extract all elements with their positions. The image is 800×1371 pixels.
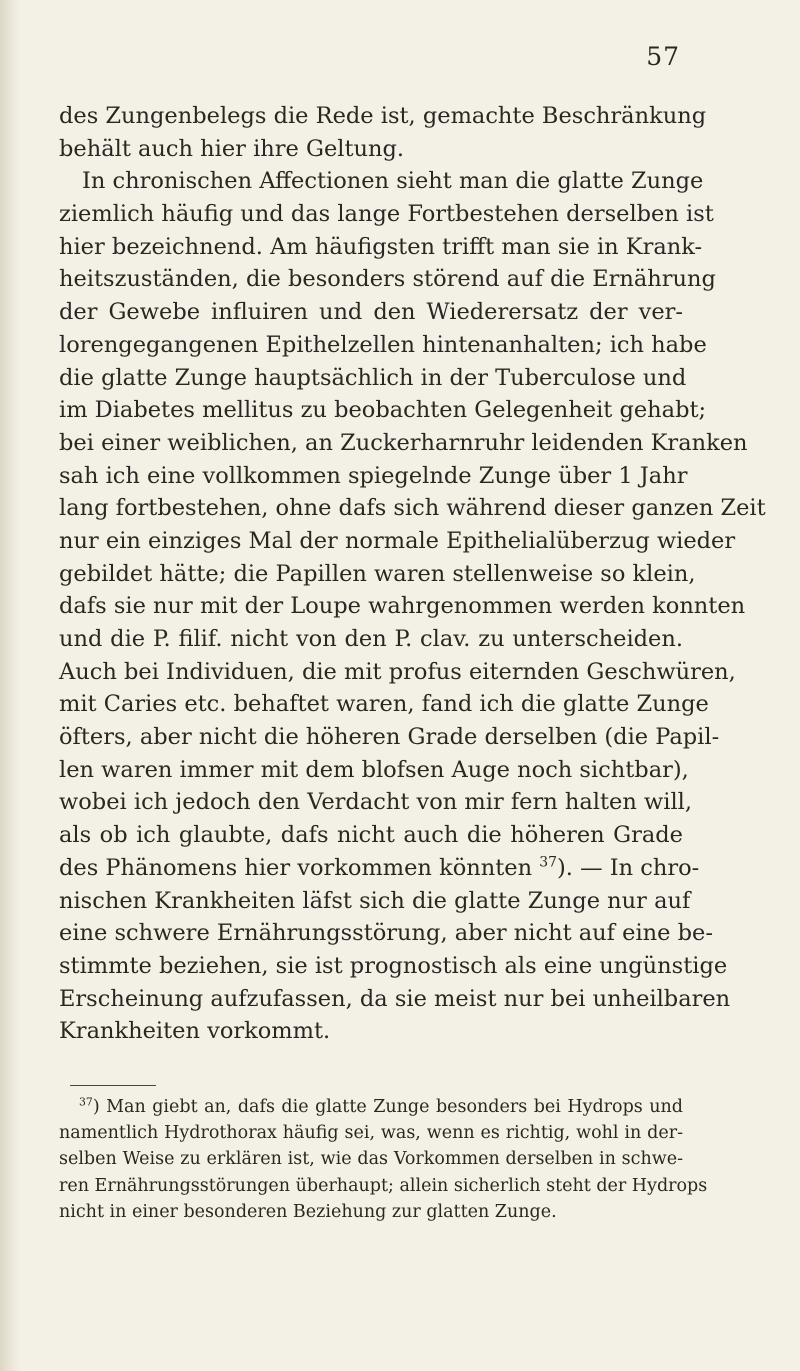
footnote-reference[interactable]: 37 [539, 854, 557, 871]
text-line: hier bezeichnend. Am häufigsten trifft man sie in Krank- [59, 233, 703, 260]
text-line: gebildet hätte; die Papillen waren stellenweise so klein, [59, 560, 696, 587]
footnote-line: ren Ernährungsstörungen überhaupt; allein sicherlich steht der Hydrops [59, 1175, 708, 1196]
footnote-reference-line [59, 852, 700, 885]
footnote-first-line [59, 1094, 683, 1120]
footnote-line: selben Weise zu erklären ist, wie das Vorkommen derselben in schwe- [59, 1149, 683, 1170]
text-line: lang fortbestehen, ohne dafs sich während dieser ganzen Zeit [59, 495, 766, 522]
footnote-marker: 37 [79, 1095, 93, 1109]
text-line: mit Caries etc. behaftet waren, fand ich die glatte Zunge [59, 691, 709, 718]
footnote [59, 1094, 708, 1225]
text-line: len waren immer mit dem blofsen Auge noch sichtbar), [59, 756, 689, 783]
text-line: stimmte beziehen, sie ist prognostisch als eine ungünstige [59, 952, 728, 979]
paragraph-start-line: In chronischen Affectionen sieht man die glatte Zunge [82, 168, 704, 195]
text-line: lorengegangenen Epithelzellen hintenanhalten; ich habe [59, 331, 707, 358]
text-line: Erscheinung aufzufassen, da sie meist nur bei unheilbaren [59, 985, 731, 1012]
text-line: eine schwere Ernährungsstörung, aber nicht auf eine be- [59, 920, 713, 947]
text-line: der Gewebe influiren und den Wiederersatz der ver- [59, 299, 683, 326]
text-line: und die P. filif. nicht von den P. clav. zu unterscheiden. [59, 626, 683, 652]
text-line: Auch bei Individuen, die mit profus eiternden Geschwüren, [59, 658, 736, 685]
footnote-divider [70, 1085, 156, 1086]
text-segment: des Phänomens hier vorkommen könnten [59, 854, 533, 881]
text-segment: ). — In chro- [557, 854, 700, 881]
text-line: bei einer weiblichen, an Zuckerharnruhr leidenden Kranken [59, 429, 748, 456]
body-text [59, 100, 766, 1048]
footnote-line: namentlich Hydrothorax häufig sei, was, wenn es richtig, wohl in der- [59, 1123, 683, 1144]
footnote-line: nicht in einer besonderen Beziehung zur glatten Zunge. [59, 1201, 557, 1222]
text-line: die glatte Zunge hauptsächlich in der Tuberculose und [59, 364, 687, 391]
text-line: sah ich eine vollkommen spiegelnde Zunge über 1 Jahr [59, 462, 688, 489]
text-segment: ) Man giebt an, dafs die glatte Zunge besonders bei Hydrops und [92, 1097, 683, 1117]
text-line: im Diabetes mellitus zu beobachten Gelegenheit gehabt; [59, 397, 707, 424]
page-spine-shadow [0, 0, 20, 1371]
text-line: dafs sie nur mit der Loupe wahrgenommen werden konnten [59, 593, 746, 620]
text-line: nur ein einziges Mal der normale Epithelialüberzug wieder [59, 527, 736, 554]
text-line: nischen Krankheiten läfst sich die glatte Zunge nur auf [59, 887, 691, 914]
text-line: wobei ich jedoch den Verdacht von mir fern halten will, [59, 789, 692, 816]
text-line: öfters, aber nicht die höheren Grade derselben (die Papil- [59, 724, 720, 751]
text-line: behält auch hier ihre Geltung. [59, 135, 405, 162]
text-line: als ob ich glaubte, dafs nicht auch die höheren Grade [59, 822, 683, 849]
page-number: 57 [646, 42, 680, 71]
text-line: heitszuständen, die besonders störend auf die Ernährung [59, 266, 716, 293]
text-line: ziemlich häufig und das lange Fortbestehen derselben ist [59, 201, 714, 228]
text-line: des Zungenbelegs die Rede ist, gemachte Beschränkung [59, 103, 707, 129]
text-line: Krankheiten vorkommt. [59, 1018, 331, 1045]
